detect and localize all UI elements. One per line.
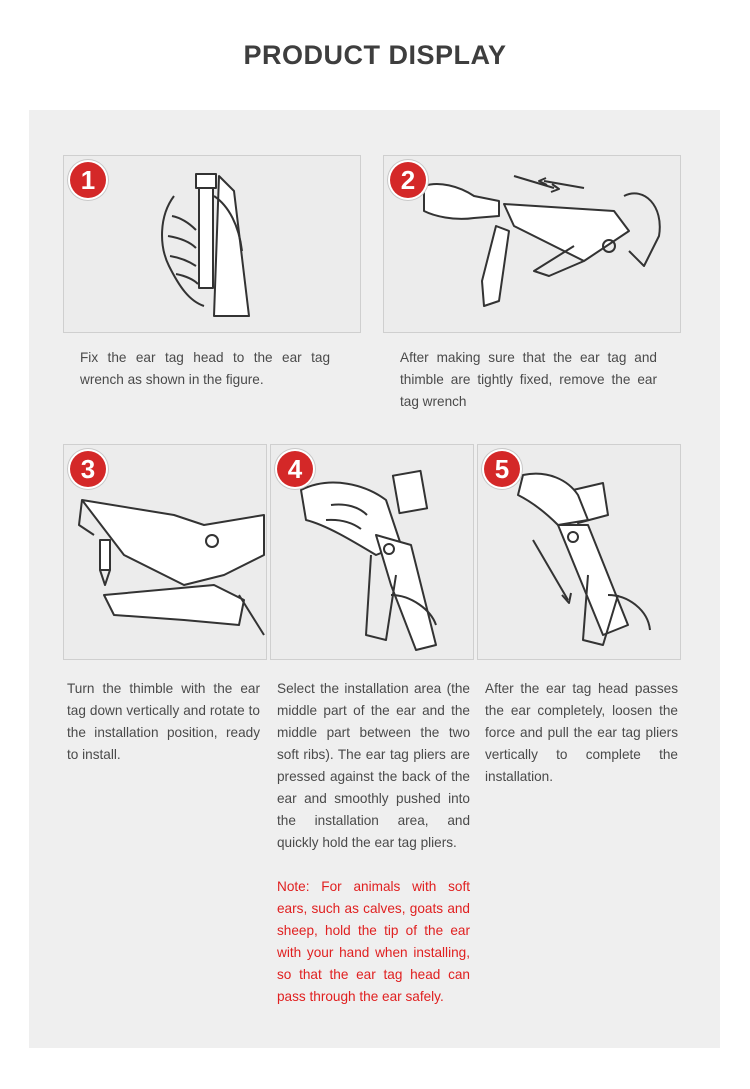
step-3-image [63, 444, 267, 660]
step-4-image [270, 444, 474, 660]
pliers-remove-wrench-icon [384, 156, 681, 333]
step-4-badge: 4 [277, 451, 313, 487]
step-1-image [63, 155, 361, 333]
step-4-description: Select the installation area (the middle part of the ear and the middle part between the two soft ribs). The ear tag pliers are pressed against the back of the ear and smoothly pushed into the installation area, and quickly hold the ear tag pliers. [277, 681, 470, 850]
hand-holding-wrench-icon [64, 156, 361, 333]
step-5-image [477, 444, 681, 660]
step-3-description: Turn the thimble with the ear tag down vertically and rotate to the installation position, ready to install. [67, 681, 260, 762]
page-title: PRODUCT DISPLAY [243, 40, 507, 70]
step-5-description: After the ear tag head passes the ear completely, loosen the force and pull the ear tag pliers vertically to complete the installation. [485, 681, 678, 784]
step-3-badge: 3 [70, 451, 106, 487]
step-1-description: Fix the ear tag head to the ear tag wrench as shown in the figure. [80, 350, 330, 387]
step-2-badge: 2 [390, 162, 426, 198]
step-4-note: Note: For animals with soft ears, such as calves, goats and sheep, hold the tip of the ear with your hand when installing, so that the ear tag head can pass through the ear safely. [277, 879, 470, 1004]
step-1-badge: 1 [70, 162, 106, 198]
step-5-badge: 5 [484, 451, 520, 487]
step-2-description: After making sure that the ear tag and thimble are tightly fixed, remove the ear tag wrench [400, 350, 657, 409]
step-2-image [383, 155, 681, 333]
